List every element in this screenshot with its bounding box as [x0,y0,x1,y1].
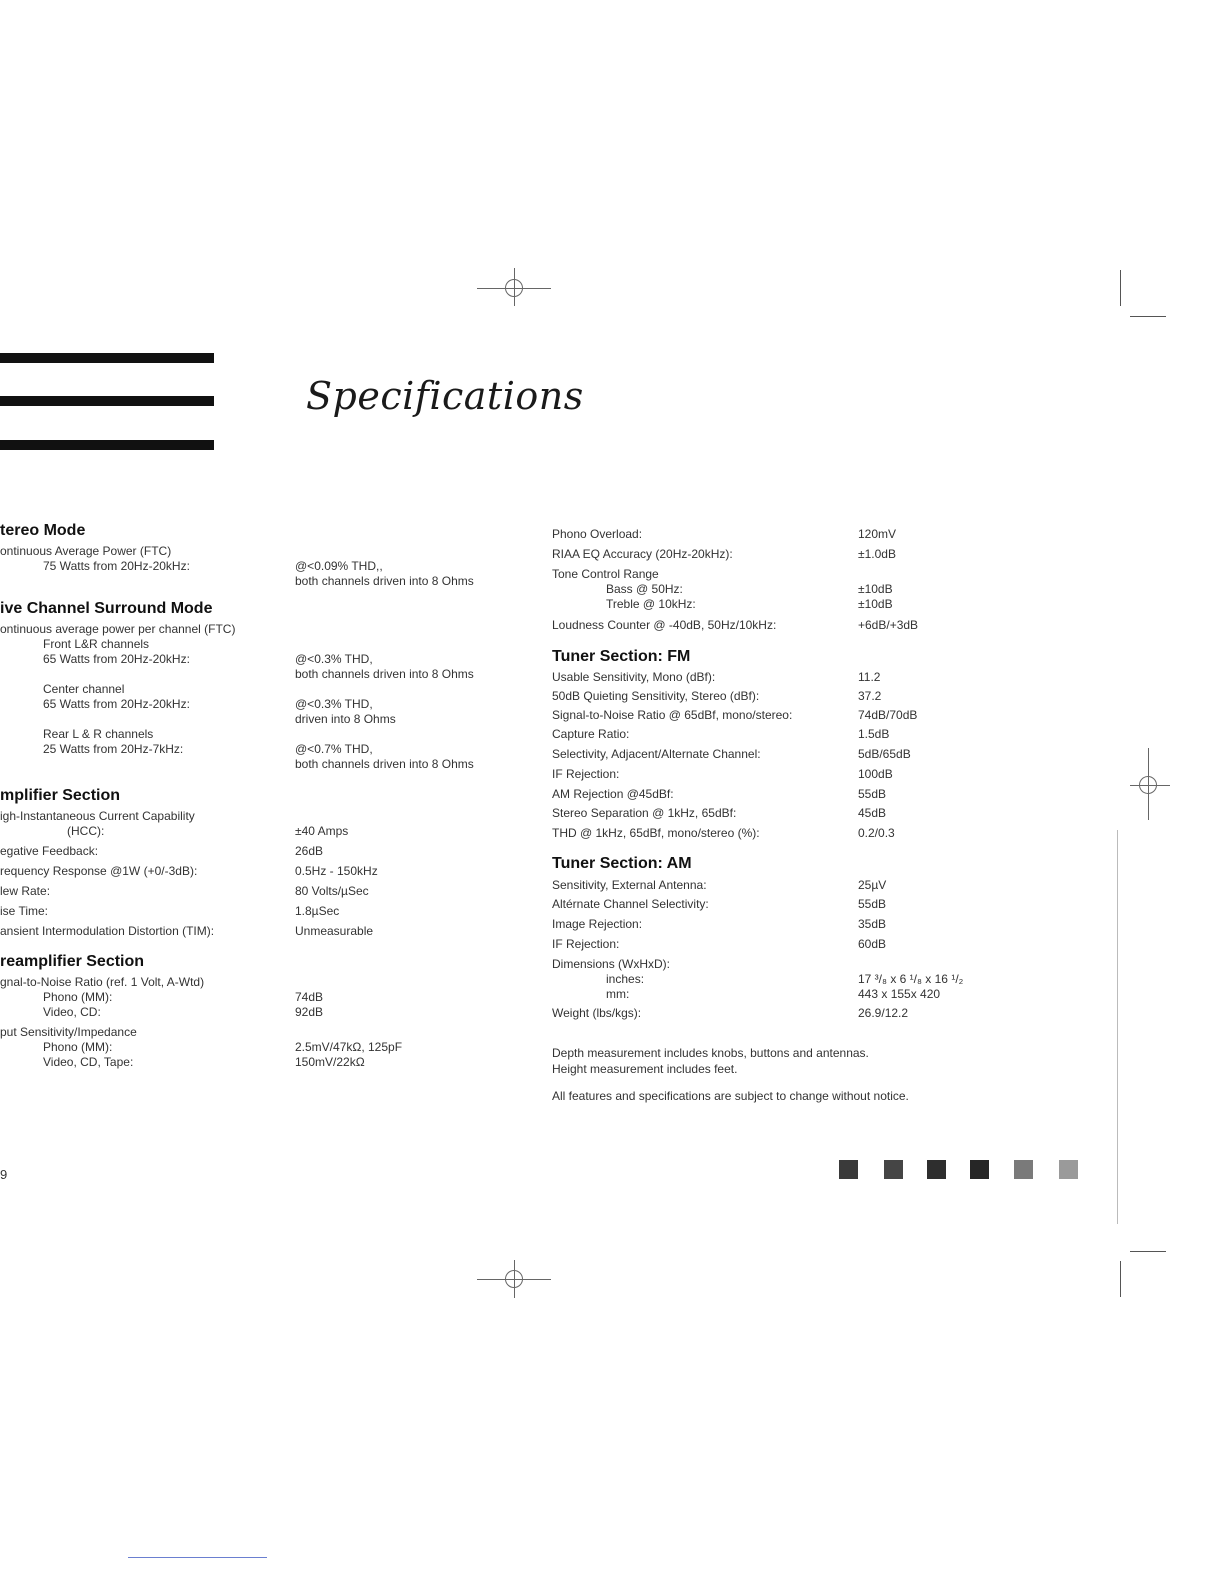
crop-mark [1120,270,1121,306]
spec-text: ontinuous Average Power (FTC) [0,544,172,558]
section-heading: reamplifier Section [0,953,145,970]
spec-text: 50dB Quieting Sensitivity, Stereo (dBf): [552,689,760,703]
color-square [884,1160,903,1179]
crop-mark [1130,316,1166,317]
trim-line [1117,830,1118,1224]
spec-text: @<0.3% THD, [295,652,373,666]
spec-text: 0.5Hz - 150kHz [295,864,378,878]
spec-text: ise Time: [0,904,49,918]
spec-text: requency Response @1W (+0/-3dB): [0,864,198,878]
spec-text: inches: [606,972,645,986]
spec-text: 26dB [295,844,324,858]
spec-text: 1.8µSec [295,904,340,918]
spec-text: (HCC): [67,824,105,838]
spec-text: 150mV/22kΩ [295,1055,365,1069]
spec-text: AM Rejection @45dBf: [552,787,674,801]
spec-text: 443 x 155x 420 [858,987,941,1001]
spec-text: Front L&R channels [43,637,150,651]
spec-text: igh-Instantaneous Current Capability [0,809,195,823]
spec-text: Tone Control Range [552,567,659,581]
spec-text: RIAA EQ Accuracy (20Hz-20kHz): [552,547,733,561]
spec-text: 35dB [858,917,887,931]
spec-text: 74dB [295,990,324,1004]
color-square [1059,1160,1078,1179]
spec-text: Selectivity, Adjacent/Alternate Channel: [552,747,761,761]
spec-text: 100dB [858,767,893,781]
spec-text: driven into 8 Ohms [295,712,396,726]
header-bar-3 [0,440,214,450]
spec-text: Image Rejection: [552,917,643,931]
spec-text: Dimensions (WxHxD): [552,957,671,971]
bottom-rule [128,1557,267,1558]
spec-text: 5dB/65dB [858,747,911,761]
header-bar-2 [0,396,214,406]
spec-text: 55dB [858,897,887,911]
spec-text: 65 Watts from 20Hz-20kHz: [43,697,190,711]
color-square [839,1160,858,1179]
section-heading: mplifier Section [0,787,121,804]
footnote-text: Depth measurement includes knobs, buttons and antennas. [552,1046,869,1060]
spec-text: 17 ³/₈ x 6 ¹/₈ x 16 ¹/₂ [858,972,964,986]
spec-text: 80 Volts/µSec [295,884,369,898]
spec-text: THD @ 1kHz, 65dBf, mono/stereo (%): [552,826,760,840]
section-heading: tereo Mode [0,522,86,539]
spec-text: ±10dB [858,597,893,611]
spec-text: 92dB [295,1005,324,1019]
spec-text: mm: [606,987,630,1001]
spec-text: 65 Watts from 20Hz-20kHz: [43,652,190,666]
spec-text: IF Rejection: [552,767,620,781]
spec-text: Rear L & R channels [43,727,154,741]
spec-text: 120mV [858,527,897,541]
spec-text: Usable Sensitivity, Mono (dBf): [552,670,716,684]
footnote-text: All features and specifications are subject to change without notice. [552,1089,909,1103]
spec-text: 60dB [858,937,887,951]
spec-text: Video, CD, Tape: [43,1055,134,1069]
spec-text: @<0.3% THD, [295,697,373,711]
spec-text: Unmeasurable [295,924,374,938]
spec-text: both channels driven into 8 Ohms [295,757,474,771]
spec-text: both channels driven into 8 Ohms [295,574,474,588]
spec-text: Treble @ 10kHz: [606,597,696,611]
spec-text: Phono Overload: [552,527,643,541]
spec-text: 25 Watts from 20Hz-7kHz: [43,742,184,756]
color-square [927,1160,946,1179]
spec-text: ontinuous average power per channel (FTC) [0,622,236,636]
spec-text: Bass @ 50Hz: [606,582,683,596]
spec-text: gnal-to-Noise Ratio (ref. 1 Volt, A-Wtd) [0,975,205,989]
spec-text: +6dB/+3dB [858,618,919,632]
spec-text: Phono (MM): [43,1040,113,1054]
spec-text: ±10dB [858,582,893,596]
spec-text: 0.2/0.3 [858,826,895,840]
spec-text: put Sensitivity/Impedance [0,1025,137,1039]
spec-text: 37.2 [858,689,882,703]
spec-text: ±40 Amps [295,824,349,838]
color-square [970,1160,989,1179]
footnote-text: Height measurement includes feet. [552,1062,738,1076]
spec-text: ansient Intermodulation Distortion (TIM): [0,924,215,938]
section-heading: ive Channel Surround Mode [0,600,213,617]
spec-text: both channels driven into 8 Ohms [295,667,474,681]
spec-text: 55dB [858,787,887,801]
spec-text: Center channel [43,682,125,696]
page-title: Specifications [306,374,584,418]
spec-text: 74dB/70dB [858,708,918,722]
spec-text: Stereo Separation @ 1kHz, 65dBf: [552,806,737,820]
spec-text: IF Rejection: [552,937,620,951]
spec-text: egative Feedback: [0,844,99,858]
section-heading: Tuner Section: FM [552,648,691,665]
spec-text: ±1.0dB [858,547,896,561]
section-heading: Tuner Section: AM [552,855,692,872]
spec-text: 2.5mV/47kΩ, 125pF [295,1040,403,1054]
page-number: 9 [0,1167,8,1182]
header-bar-1 [0,353,214,363]
spec-text: 11.2 [858,670,881,684]
crop-mark [1130,1251,1166,1252]
color-square [1014,1160,1033,1179]
crop-mark [1120,1261,1121,1297]
spec-text: 75 Watts from 20Hz-20kHz: [43,559,190,573]
spec-text: Signal-to-Noise Ratio @ 65dBf, mono/stereo: [552,708,793,722]
spec-text: 25µV [858,878,887,892]
spec-text: Loudness Counter @ -40dB, 50Hz/10kHz: [552,618,777,632]
spec-text: Altérnate Channel Selectivity: [552,897,709,911]
spec-text: 26.9/12.2 [858,1006,909,1020]
spec-text: @<0.7% THD, [295,742,373,756]
spec-text: 1.5dB [858,727,890,741]
spec-text: 45dB [858,806,887,820]
spec-text: @<0.09% THD,, [295,559,383,573]
spec-text: Sensitivity, External Antenna: [552,878,707,892]
spec-text: Video, CD: [43,1005,101,1019]
spec-text: Phono (MM): [43,990,113,1004]
spec-text: Capture Ratio: [552,727,630,741]
spec-text: lew Rate: [0,884,51,898]
spec-text: Weight (lbs/kgs): [552,1006,642,1020]
